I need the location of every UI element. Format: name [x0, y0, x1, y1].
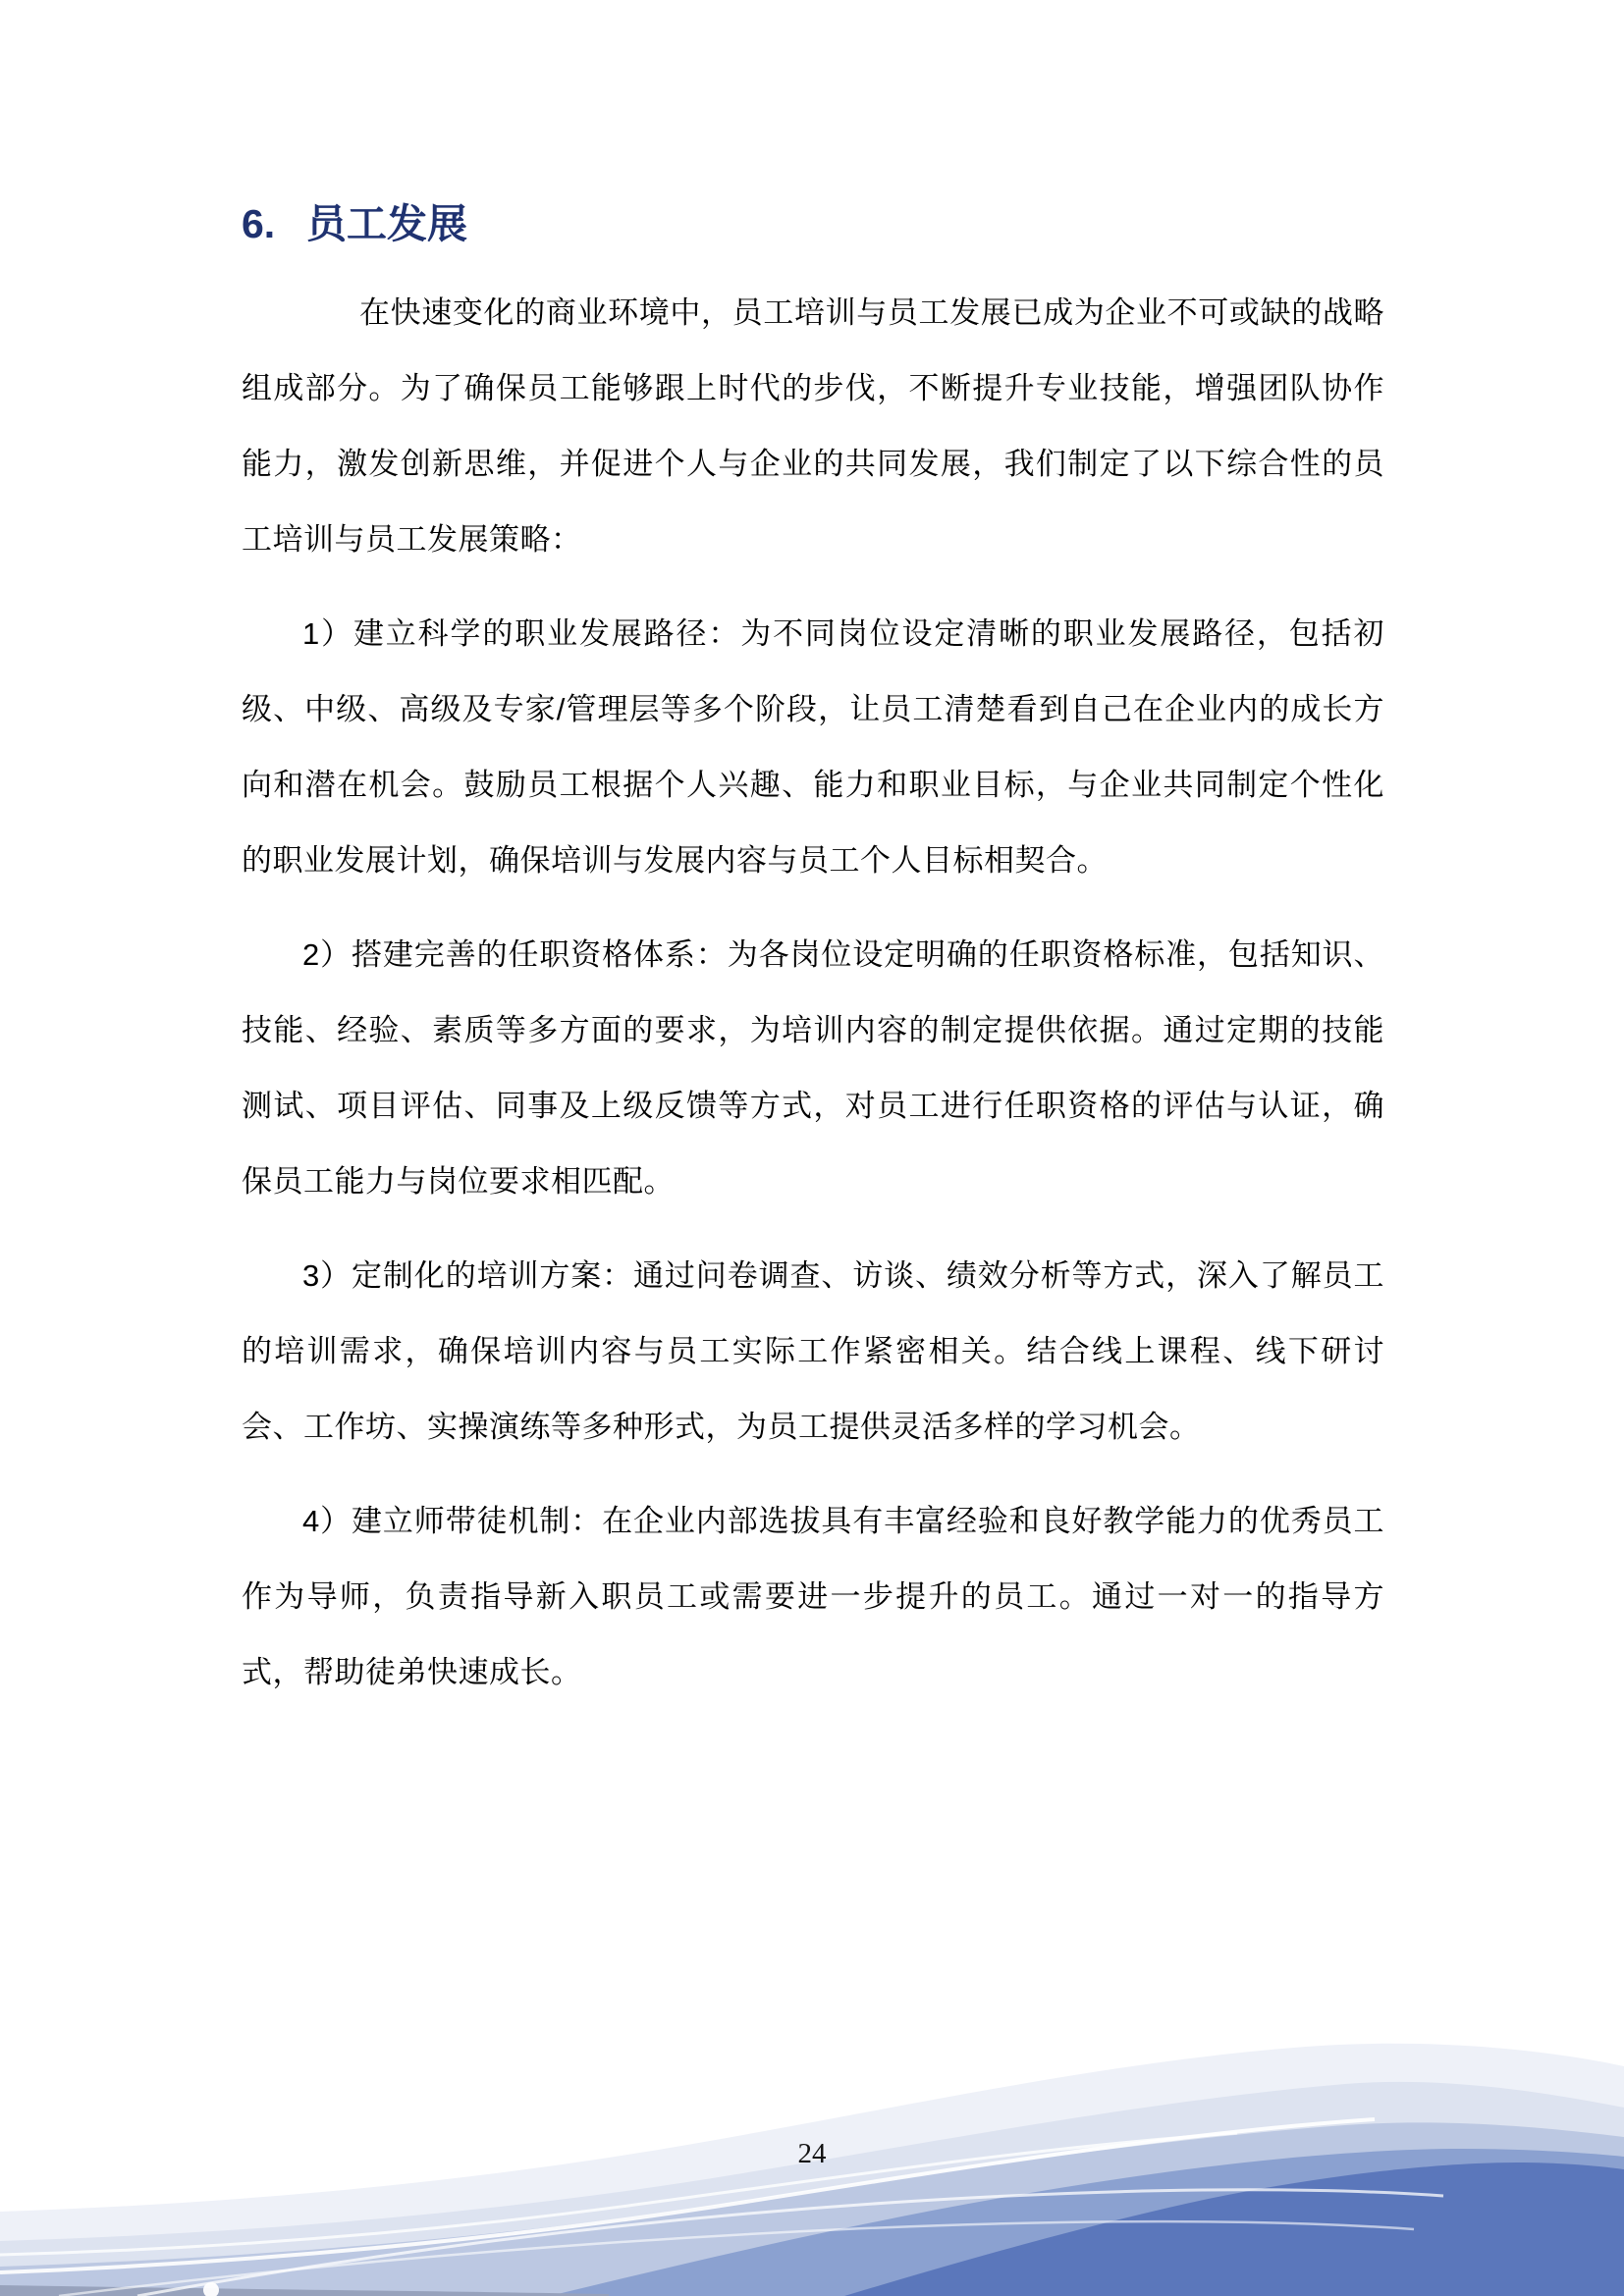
page-number: 24: [797, 2138, 827, 2169]
strategy-item-1: 1）建立科学的职业发展路径：为不同岗位设定清晰的职业发展路径，包括初级、中级、高级及专家/管理层等多个阶段，让员工清楚看到自己在企业内的成长方向和潜在机会。鼓励员工根据个人兴趣、能力和职业目标，与企业共同制定个性化的职业发展计划，确保培训与发展内容与员工个人目标相契合。: [242, 616, 1384, 878]
section-heading: [242, 198, 1384, 249]
section-title: 员工发展: [306, 201, 467, 246]
strategy-item-2: 2）搭建完善的任职资格体系：为各岗位设定明确的任职资格标准，包括知识、技能、经验、素质等多方面的要求，为培训内容的制定提供依据。通过定期的技能测试、项目评估、同事及上级反馈等方式，对员工进行任职资格的评估与认证，确保员工能力与岗位要求相匹配。: [242, 937, 1384, 1199]
page-content: [242, 198, 1384, 1729]
section-number: 6.: [242, 201, 276, 246]
strategy-item-4: 4）建立师带徒机制：在企业内部选拔具有丰富经验和良好教学能力的优秀员工作为导师，负责指导新入职员工或需要进一步提升的员工。通过一对一的指导方式，帮助徒弟快速成长。: [242, 1504, 1384, 1689]
strategy-item-3: 3）定制化的培训方案：通过问卷调查、访谈、绩效分析等方式，深入了解员工的培训需求，确保培训内容与员工实际工作紧密相关。结合线上课程、线下研讨会、工作坊、实操演练等多种形式，为员工提供灵活多样的学习机会。: [242, 1258, 1384, 1444]
intro-paragraph: 在快速变化的商业环境中，员工培训与员工发展已成为企业不可或缺的战略组成部分。为了确保员工能够跟上时代的步伐，不断提升专业技能，增强团队协作能力，激发创新思维，并促进个人与企业的共同发展，我们制定了以下综合性的员工培训与员工发展策略：: [242, 295, 1384, 557]
